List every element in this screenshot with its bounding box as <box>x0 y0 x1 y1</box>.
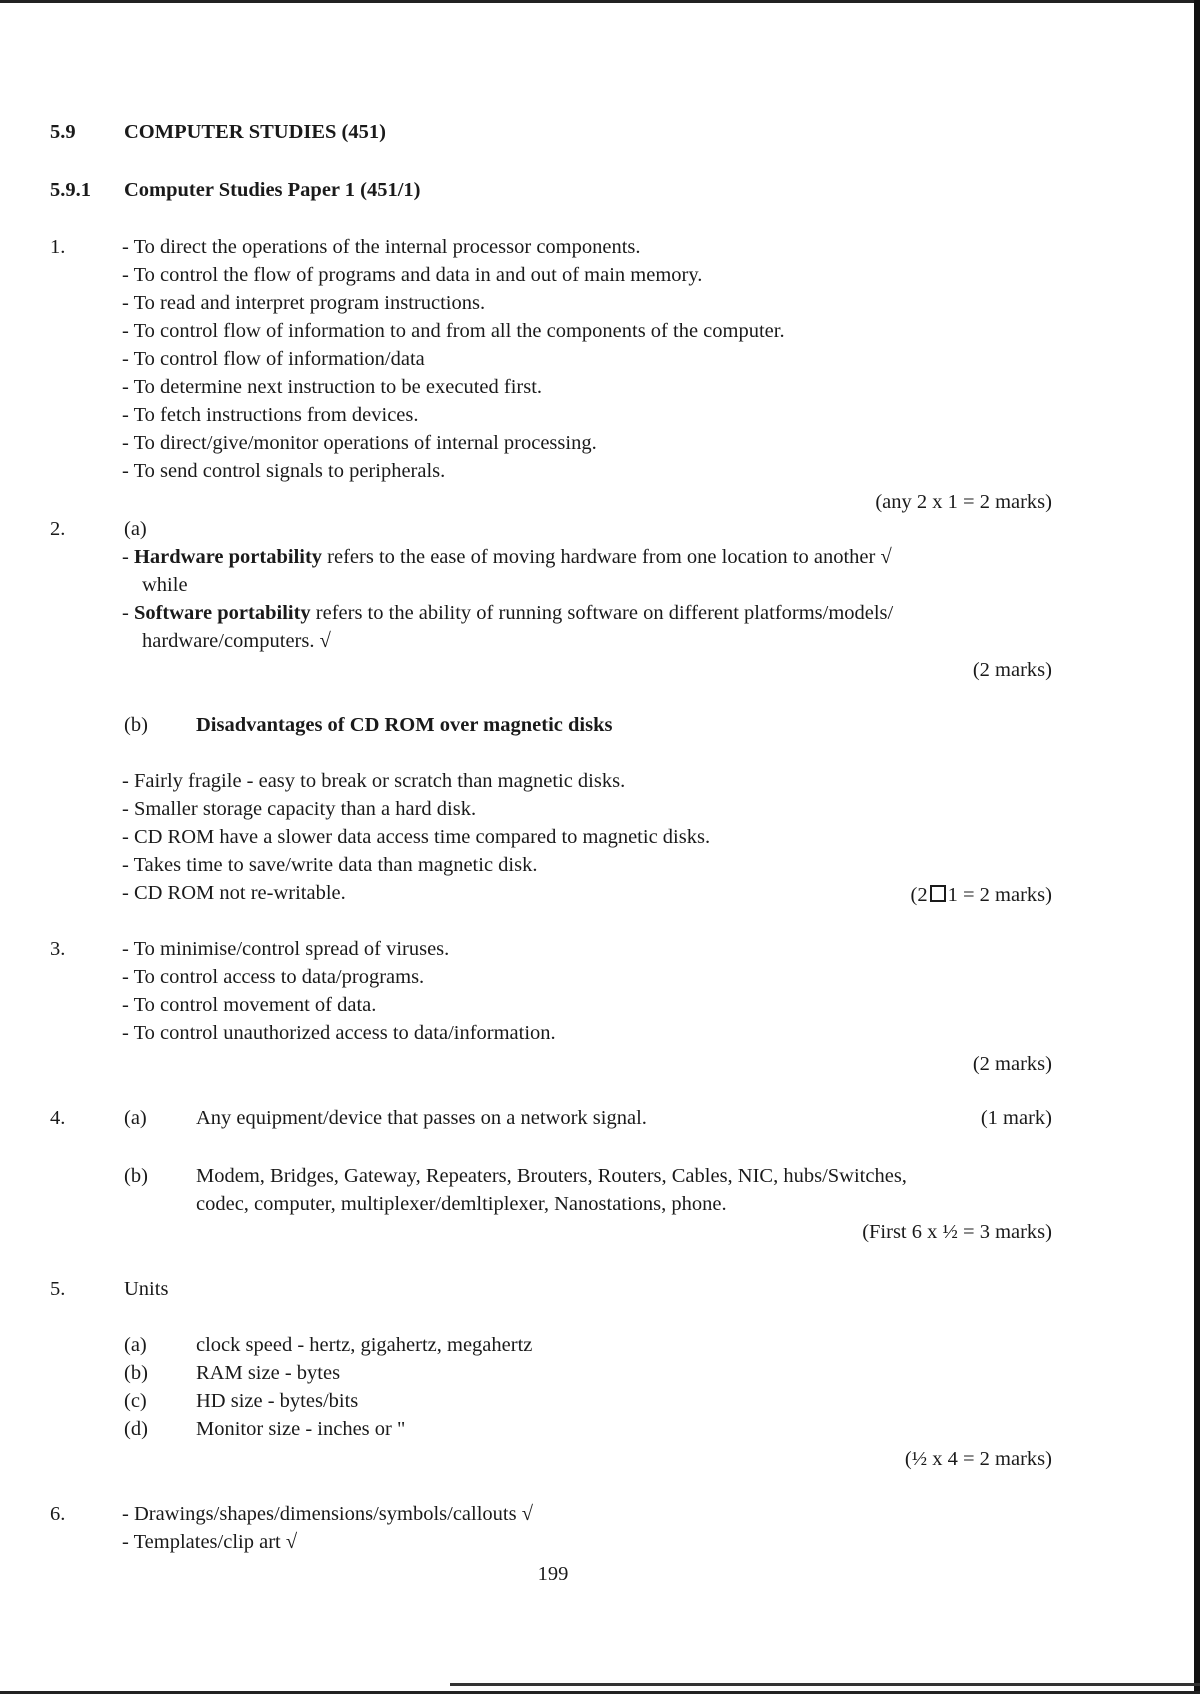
question-1-number: 1. <box>50 236 66 258</box>
q2-sw-text-cont: hardware/computers. √ <box>142 630 331 652</box>
q2-b-item: - CD ROM not re-writable. <box>122 882 346 904</box>
q2-b-title: Disadvantages of CD ROM over magnetic disks <box>196 714 613 736</box>
q2-sw-term: Software portability <box>133 602 311 624</box>
q4-a-text: Any equipment/device that passes on a network signal. <box>196 1107 647 1129</box>
question-4-number: 4. <box>50 1107 66 1129</box>
q4-b-line-2: codec, computer, multiplexer/demltiplexer, Nanostations, phone. <box>196 1193 727 1215</box>
question-3-number: 3. <box>50 938 66 960</box>
q4-a-marks: (1 mark) <box>980 1107 1052 1129</box>
q4-part-b-label: (b) <box>124 1165 148 1187</box>
question-6-number: 6. <box>50 1503 66 1525</box>
section-number: 5.9 <box>50 121 76 143</box>
q1-item: - To fetch instructions from devices. <box>122 404 419 426</box>
q2-b-item: - Smaller storage capacity than a hard disk. <box>122 798 477 820</box>
q4-b-line-1: Modem, Bridges, Gateway, Repeaters, Brouters, Routers, Cables, NIC, hubs/Switches, <box>196 1165 907 1187</box>
q4-b-marks: (First 6 x ½ = 3 marks) <box>862 1221 1052 1243</box>
subsection-number: 5.9.1 <box>50 179 91 201</box>
q5-item-label: (d) <box>124 1418 148 1440</box>
q3-item: - To control unauthorized access to data/information. <box>122 1022 556 1044</box>
q5-item-label: (b) <box>124 1362 148 1384</box>
q1-marks: (any 2 x 1 = 2 marks) <box>875 491 1052 513</box>
q1-item: - To direct/give/monitor operations of internal processing. <box>122 432 597 454</box>
q5-item-text: Monitor size - inches or " <box>196 1418 406 1440</box>
q5-title: Units <box>124 1278 169 1300</box>
q5-item-text: clock speed - hertz, gigahertz, megahertz <box>196 1334 533 1356</box>
q2-hardware-portability: - Hardware portability refers to the ease of moving hardware from one location to another √ <box>122 546 892 568</box>
question-2-number: 2. <box>50 518 66 540</box>
q2-b-marks-pre: (2 <box>910 884 928 906</box>
q2-hw-text-cont: while <box>142 574 188 596</box>
q3-item: - To control access to data/programs. <box>122 966 425 988</box>
q2-a-marks: (2 marks) <box>972 659 1052 681</box>
section-title: COMPUTER STUDIES (451) <box>124 121 386 143</box>
q5-marks: (½ x 4 = 2 marks) <box>904 1448 1052 1470</box>
q2-b-item: - CD ROM have a slower data access time compared to magnetic disks. <box>122 826 711 848</box>
q1-item: - To control flow of information/data <box>122 348 425 370</box>
q1-item: - To read and interpret program instructions. <box>122 292 486 314</box>
q1-item: - To direct the operations of the internal processor components. <box>122 236 641 258</box>
q5-item-text: HD size - bytes/bits <box>196 1390 359 1412</box>
q2-b-item: - Takes time to save/write data than magnetic disk. <box>122 854 538 876</box>
q3-marks: (2 marks) <box>972 1053 1052 1075</box>
q2-part-b-label: (b) <box>124 714 148 736</box>
q2-hw-text: refers to the ease of moving hardware from one location to another √ <box>322 546 892 568</box>
q5-item-label: (c) <box>124 1390 147 1412</box>
q1-item: - To determine next instruction to be executed first. <box>122 376 543 398</box>
q2-b-item: - Fairly fragile - easy to break or scratch than magnetic disks. <box>122 770 626 792</box>
q1-item: - To send control signals to peripherals. <box>122 460 446 482</box>
question-5-number: 5. <box>50 1278 66 1300</box>
q6-item: - Templates/clip art √ <box>122 1531 298 1553</box>
q2-b-marks-post: 1 = 2 marks) <box>947 884 1052 906</box>
missing-glyph-box-icon <box>930 885 946 902</box>
q2-sw-text: refers to the ability of running software on different platforms/models/ <box>310 602 894 624</box>
page-number: 199 <box>537 1563 569 1585</box>
q5-item-text: RAM size - bytes <box>196 1362 341 1384</box>
q4-part-a-label: (a) <box>124 1107 147 1129</box>
q5-item-label: (a) <box>124 1334 147 1356</box>
q2-b-marks <box>911 881 1052 909</box>
scan-edge-right <box>1194 0 1200 1694</box>
q1-item: - To control the flow of programs and data in and out of main memory. <box>122 264 703 286</box>
q1-item: - To control flow of information to and from all the components of the computer. <box>122 320 785 342</box>
subsection-title: Computer Studies Paper 1 (451/1) <box>124 179 421 201</box>
q3-item: - To minimise/control spread of viruses. <box>122 938 450 960</box>
q2-hw-term: Hardware portability <box>133 546 323 568</box>
q2-software-portability: - Software portability refers to the ability of running software on different platforms/models/ <box>122 602 894 624</box>
q2-part-a-label: (a) <box>124 518 147 540</box>
q3-item: - To control movement of data. <box>122 994 377 1016</box>
q6-item: - Drawings/shapes/dimensions/symbols/callouts √ <box>122 1503 533 1525</box>
scan-edge-bottom <box>450 1683 1200 1686</box>
scan-edge-top <box>0 0 1200 3</box>
